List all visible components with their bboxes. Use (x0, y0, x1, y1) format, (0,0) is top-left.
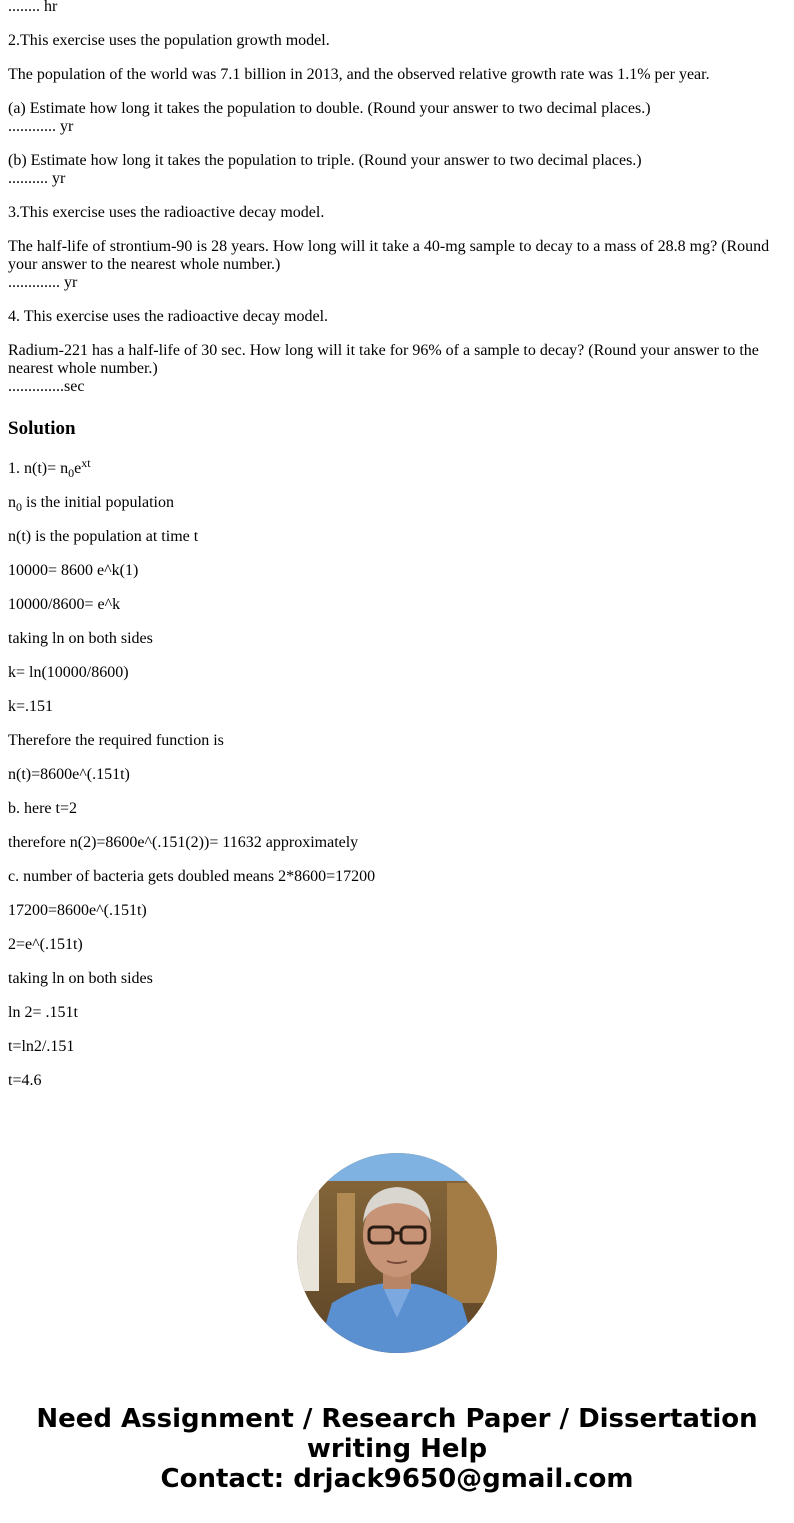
solution-step-line: t=ln2/.151 (8, 1038, 75, 1055)
q2-part-b-answer: .......... yr (8, 170, 66, 187)
author-avatar (297, 1153, 497, 1353)
q2-part-b-text: (b) Estimate how long it takes the population to triple. (Round your answer to two decimal places.) (8, 152, 642, 169)
banner-contact-line: Contact: drjack9650@gmail.com (160, 1464, 634, 1494)
q2-part-a-text: (a) Estimate how long it takes the population to double. (Round your answer to two decimal places.) (8, 100, 651, 117)
solution-step-line: t=4.6 (8, 1072, 42, 1089)
q3-answer: ............. yr (8, 274, 78, 291)
solution-steps (8, 528, 786, 1090)
q4-answer: ..............sec (8, 378, 85, 395)
author-portrait-image (297, 1153, 497, 1353)
q3-body (8, 238, 786, 292)
solution-step-line: 17200=8600e^(.151t) (8, 902, 147, 919)
solution-step-line: Therefore the required function is (8, 732, 224, 749)
document-body (8, 0, 786, 1106)
solution-step-line: k=.151 (8, 698, 54, 715)
q3-heading: 3.This exercise uses the radioactive decay model. (8, 204, 325, 221)
solution-step-line: 10000= 8600 e^k(1) (8, 562, 139, 579)
q2-statement: The population of the world was 7.1 billion in 2013, and the observed relative growth rate was 1.1% per year. (8, 66, 710, 83)
q2-part-a-answer: ............ yr (8, 118, 74, 135)
formula-e: e (74, 460, 82, 477)
q2-part-b (8, 152, 786, 188)
q4-statement: Radium-221 has a half-life of 30 sec. How long will it take for 96% of a sample to decay? (Round your answer to the nearest whole number.) (8, 342, 763, 377)
solution-step-line: c. number of bacteria gets doubled means 2*8600=17200 (8, 868, 376, 885)
q4-heading: 4. This exercise uses the radioactive decay model. (8, 308, 329, 325)
banner-line-2: writing Help (306, 1434, 488, 1464)
q2-part-a (8, 100, 786, 136)
solution-step-line: taking ln on both sides (8, 630, 153, 647)
q2-heading: 2.This exercise uses the population growth model. (8, 32, 330, 49)
solution-step-line: taking ln on both sides (8, 970, 153, 987)
solution-step-line: b. here t=2 (8, 800, 77, 817)
n0-text: is the initial population (22, 494, 174, 511)
solution-step-line: ln 2= .151t (8, 1004, 78, 1021)
q4-body (8, 342, 786, 396)
banner-line-1: Need Assignment / Research Paper / Dissertation (36, 1404, 758, 1434)
solution-step-line: k= ln(10000/8600) (8, 664, 129, 681)
q3-statement: The half-life of strontium-90 is 28 years. How long will it take a 40-mg sample to decay to a mass of 28.8 mg? (Round your answer to the nearest whole number.) (8, 238, 774, 273)
solution-formula (8, 456, 786, 480)
solution-step-line: n(t) is the population at time t (8, 528, 199, 545)
n0-symbol: n (8, 494, 16, 511)
solution-step-line: 10000/8600= e^k (8, 596, 121, 613)
solution-n0-definition (8, 494, 786, 512)
solution-step-line: 2=e^(.151t) (8, 936, 83, 953)
n0-subscript: 0 (16, 500, 22, 514)
formula-superscript: xt (81, 456, 91, 470)
contact-banner (0, 1404, 794, 1494)
formula-subscript: 0 (68, 466, 75, 480)
solution-step-line: n(t)=8600e^(.151t) (8, 766, 130, 783)
formula-prefix: 1. n(t)= n (8, 460, 69, 477)
solution-step-line: therefore n(2)=8600e^(.151(2))= 11632 approximately (8, 834, 359, 851)
q1-answer-tail: ........ hr (8, 0, 58, 15)
solution-title: Solution (8, 418, 76, 439)
